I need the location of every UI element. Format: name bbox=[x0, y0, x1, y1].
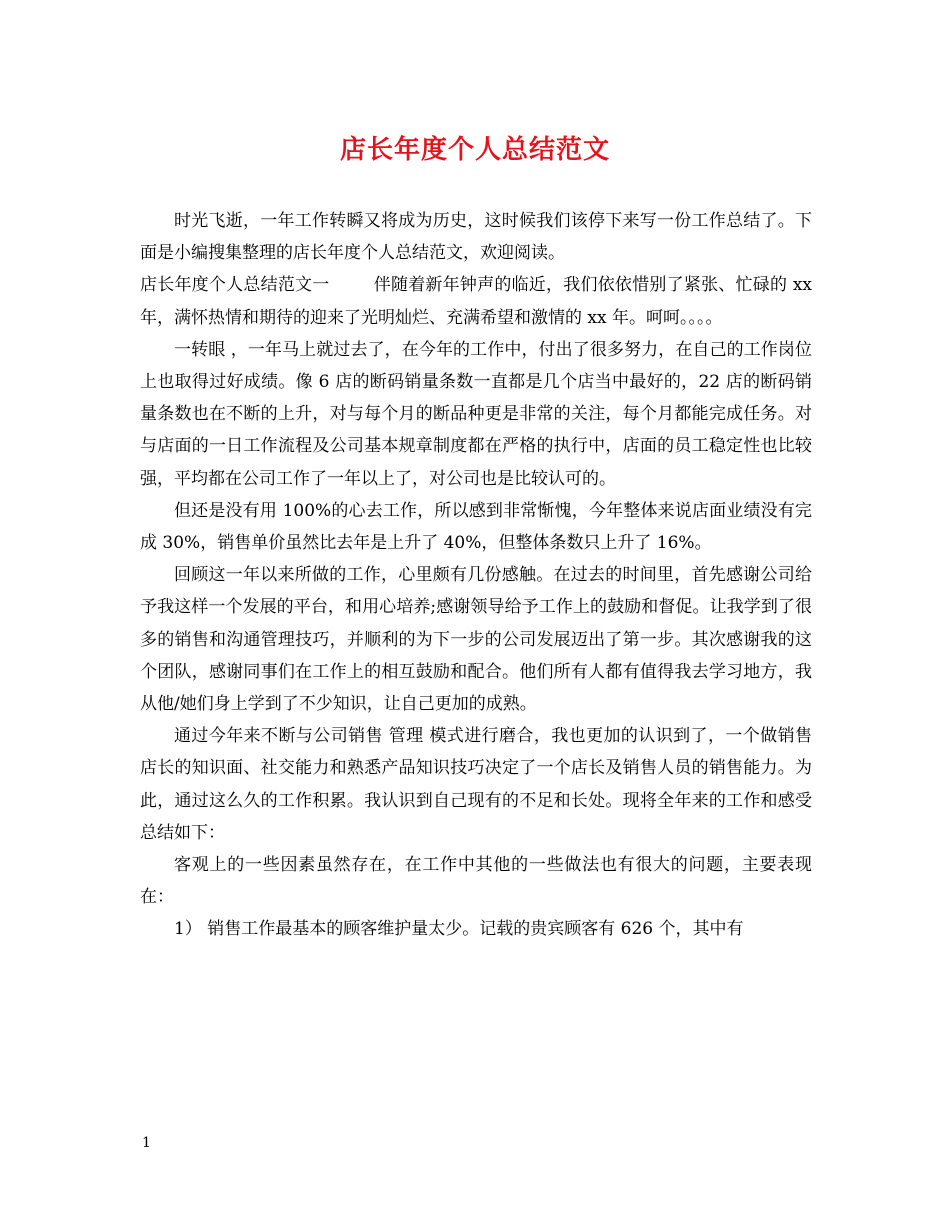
section-text: 伴随着新年钟声的临近，我们依依惜别了紧张、忙碌的 xx 年，满怀热情和期待的迎来了光明灿烂、充满希望和激情的 xx 年。呵呵。。。。 bbox=[140, 275, 813, 328]
page-number: 1 bbox=[142, 1135, 151, 1151]
paragraph-management: 通过今年来不断与公司销售 管理 模式进行磨合，我也更加的认识到了，一个做销售店长的知识面、社交能力和熟悉产品知识技巧决定了一个店长及销售人员的销售能力。为此，通过这么久的工作积累。我认识到自己现有的不足和长处。现将全年来的工作和感受总结如下： bbox=[140, 726, 812, 843]
list-item-1: 1） 销售工作最基本的顾客维护量太少。记载的贵宾顾客有 626 个，其中有 bbox=[174, 919, 744, 940]
document-title: 店长年度个人总结范文 bbox=[339, 135, 610, 165]
intro-paragraph: 时光飞逝，一年工作转瞬又将成为历史，这时候我们该停下来写一份工作总结了。下面是小编搜集整理的店长年度个人总结范文，欢迎阅读。 bbox=[140, 211, 812, 264]
paragraph-performance: 但还是没有用 100%的心去工作，所以感到非常惭愧，今年整体来说店面业绩没有完成 30%，销售单价虽然比去年是上升了 40%，但整体条数只上升了 16%。 bbox=[140, 500, 812, 554]
document-body bbox=[140, 205, 812, 946]
paragraph-problems: 客观上的一些因素虽然存在，在工作中其他的一些做法也有很大的问题，主要表现在： bbox=[140, 855, 812, 908]
paragraph-gratitude: 回顾这一年以来所做的工作，心里颇有几份感触。在过去的时间里，首先感谢公司给予我这样一个发展的平台，和用心培养;感谢领导给予工作上的鼓励和督促。让我学到了很多的销售和沟通管理技巧，并顺利的为下一步的公司发展迈出了第一步。其次感谢我的这个团队，感谢同事们在工作上的相互鼓励和配合。他们所有人都有值得我去学习地方，我从他/她们身上学到了不少知识，让自己更加的成熟。 bbox=[140, 565, 812, 715]
section-label: 店长年度个人总结范文一 bbox=[140, 275, 330, 296]
section-paragraph bbox=[140, 269, 812, 333]
paragraph-work-review: 一转眼 ，一年马上就过去了，在今年的工作中，付出了很多努力，在自己的工作岗位上也取得过好成绩。像 6 店的断码销量条数一直都是几个店当中最好的，22 店的断码销量条数也在不断的上升，对与每个月的断品种更是非常的关注，每个月都能完成任务。对与店面的一日工作流程及公司基本规章制度都在严格的执行中，店面的员工稳定性也比较强，平均都在公司工作了一年以上了，对公司也是比较认可的。 bbox=[140, 339, 812, 489]
